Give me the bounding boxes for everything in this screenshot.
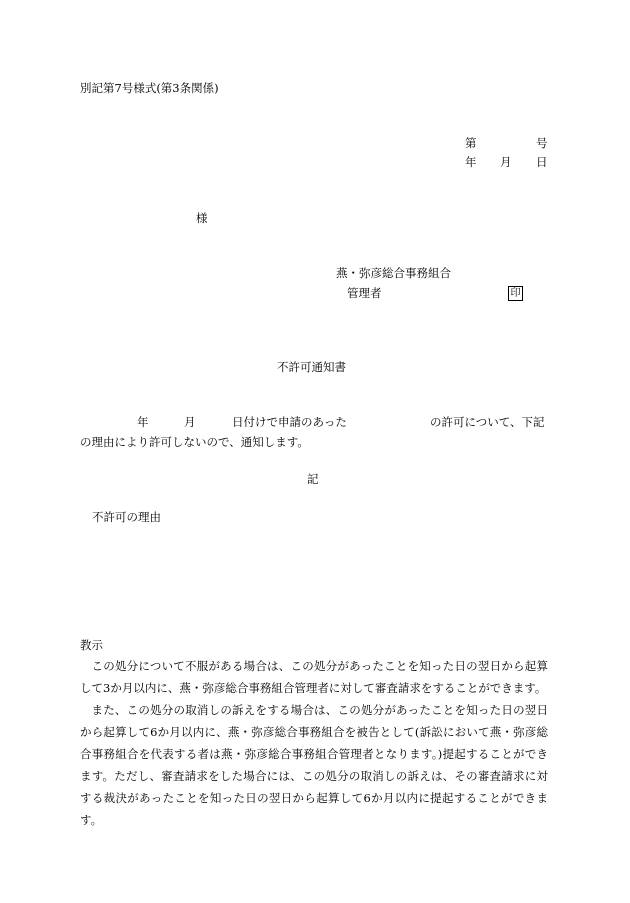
body-month: 月 — [184, 415, 196, 429]
ki-marker: 記 — [307, 472, 319, 486]
body-permit-text: の許可について、下記 — [430, 415, 545, 429]
instruction-paragraph-2: また、この処分の取消しの訴えをする場合は、この処分があったことを知った日の翌日から起算して6か月以内に、燕・弥彦総合事務組合を被告として(訴訟において燕・弥彦総合事務組合を代表する者は燕・弥彦総合事務組合管理者となります。)提起することができます。ただし、審査請求をした場合には、この処分の取消しの訴えは、その審査請求に対する裁決があったことを知った日の翌日から起算して6か月以内に提起することができます。 — [80, 703, 548, 827]
body-line2: の理由により許可しないので、通知します。 — [80, 435, 309, 449]
issuer-organization: 燕・弥彦総合事務組合 — [336, 266, 451, 280]
date-year: 年 — [465, 155, 477, 169]
number-prefix: 第 — [465, 136, 477, 150]
seal-stamp: 印 — [508, 286, 523, 301]
body-year: 年 — [137, 415, 149, 429]
reason-label: 不許可の理由 — [92, 510, 161, 524]
body-date-text: 日付けで申請のあった — [232, 415, 347, 429]
document-title: 不許可通知書 — [277, 360, 346, 374]
instruction-paragraph-1: この処分について不服がある場合は、この処分があったことを知った日の翌日から起算して3か月以内に、燕・弥彦総合事務組合管理者に対して審査請求をすることができます。 — [80, 659, 548, 695]
form-label: 別記第7号様式(第3条関係) — [80, 81, 219, 95]
number-suffix: 号 — [536, 136, 548, 150]
date-day: 日 — [536, 155, 548, 169]
issuer-role: 管理者 — [347, 286, 382, 300]
recipient-suffix: 様 — [196, 211, 208, 225]
instruction-heading: 教示 — [80, 638, 103, 652]
date-month: 月 — [500, 155, 512, 169]
